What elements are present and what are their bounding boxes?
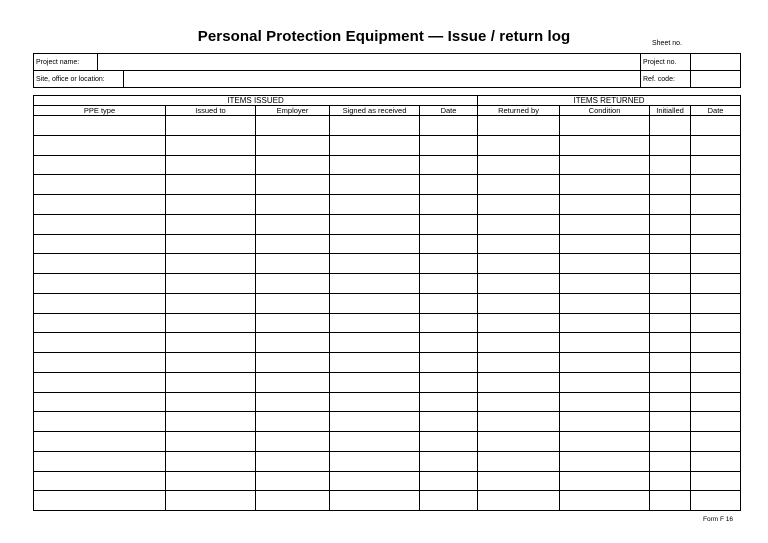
employer-cell[interactable]	[256, 392, 330, 412]
signed-cell[interactable]	[330, 392, 420, 412]
issue-date-cell[interactable]	[420, 491, 478, 511]
col-condition: Condition	[560, 106, 650, 116]
sheet-number-label: Sheet no.	[652, 40, 682, 47]
issued-to-cell[interactable]	[166, 254, 256, 274]
returned-by-cell[interactable]	[478, 175, 560, 195]
project-row	[34, 54, 741, 71]
issue-date-cell[interactable]	[420, 471, 478, 491]
issue-date-cell[interactable]	[420, 274, 478, 294]
issued-to-cell[interactable]	[166, 353, 256, 373]
log-body	[34, 116, 741, 511]
returned-by-cell[interactable]	[478, 491, 560, 511]
header-info-table	[33, 53, 741, 71]
issue-date-cell[interactable]	[420, 432, 478, 452]
log-row	[34, 353, 741, 373]
employer-cell[interactable]	[256, 491, 330, 511]
signed-cell[interactable]	[330, 214, 420, 234]
log-row	[34, 392, 741, 412]
issued-to-cell[interactable]	[166, 214, 256, 234]
returned-by-cell[interactable]	[478, 293, 560, 313]
issue-date-cell[interactable]	[420, 412, 478, 432]
employer-cell[interactable]	[256, 293, 330, 313]
group-header-row	[34, 96, 741, 106]
issue-date-cell[interactable]	[420, 195, 478, 215]
ppe-type-cell[interactable]	[34, 491, 166, 511]
initialled-cell[interactable]	[650, 392, 691, 412]
returned-by-cell[interactable]	[478, 471, 560, 491]
ppe-type-cell[interactable]	[34, 432, 166, 452]
employer-cell[interactable]	[256, 234, 330, 254]
form-code: Form F 16	[703, 516, 733, 523]
issue-date-cell[interactable]	[420, 392, 478, 412]
condition-cell[interactable]	[560, 274, 650, 294]
condition-cell[interactable]	[560, 254, 650, 274]
returned-by-cell[interactable]	[478, 234, 560, 254]
ppe-type-cell[interactable]	[34, 214, 166, 234]
ppe-log-table	[33, 95, 741, 511]
log-row	[34, 234, 741, 254]
employer-cell[interactable]	[256, 432, 330, 452]
log-row	[34, 451, 741, 471]
return-date-cell[interactable]	[691, 353, 741, 373]
condition-cell[interactable]	[560, 313, 650, 333]
col-initialled: Initialled	[650, 106, 691, 116]
returned-by-cell[interactable]	[478, 432, 560, 452]
signed-cell[interactable]	[330, 175, 420, 195]
condition-cell[interactable]	[560, 135, 650, 155]
employer-cell[interactable]	[256, 274, 330, 294]
condition-cell[interactable]	[560, 372, 650, 392]
issued-to-cell[interactable]	[166, 155, 256, 175]
column-header-row	[34, 106, 741, 116]
employer-cell[interactable]	[256, 313, 330, 333]
issue-date-cell[interactable]	[420, 116, 478, 136]
return-date-cell[interactable]	[691, 451, 741, 471]
signed-cell[interactable]	[330, 116, 420, 136]
ppe-type-cell[interactable]	[34, 254, 166, 274]
issue-date-cell[interactable]	[420, 451, 478, 471]
col-signed-received: Signed as received	[330, 106, 420, 116]
returned-by-cell[interactable]	[478, 274, 560, 294]
log-row	[34, 471, 741, 491]
col-returned-by: Returned by	[478, 106, 560, 116]
employer-cell[interactable]	[256, 214, 330, 234]
condition-cell[interactable]	[560, 175, 650, 195]
ppe-type-cell[interactable]	[34, 155, 166, 175]
initialled-cell[interactable]	[650, 234, 691, 254]
employer-cell[interactable]	[256, 155, 330, 175]
condition-cell[interactable]	[560, 195, 650, 215]
ppe-type-cell[interactable]	[34, 412, 166, 432]
issued-to-cell[interactable]	[166, 392, 256, 412]
condition-cell[interactable]	[560, 214, 650, 234]
ppe-type-cell[interactable]	[34, 353, 166, 373]
ppe-type-cell[interactable]	[34, 195, 166, 215]
signed-cell[interactable]	[330, 471, 420, 491]
issued-to-cell[interactable]	[166, 175, 256, 195]
condition-cell[interactable]	[560, 116, 650, 136]
signed-cell[interactable]	[330, 372, 420, 392]
condition-cell[interactable]	[560, 293, 650, 313]
issued-to-cell[interactable]	[166, 491, 256, 511]
signed-cell[interactable]	[330, 313, 420, 333]
items-issued-header: ITEMS ISSUED	[34, 96, 478, 106]
initialled-cell[interactable]	[650, 412, 691, 432]
initialled-cell[interactable]	[650, 451, 691, 471]
initialled-cell[interactable]	[650, 432, 691, 452]
form-title: Personal Protection Equipment — Issue / return log	[197, 28, 571, 45]
initialled-cell[interactable]	[650, 195, 691, 215]
signed-cell[interactable]	[330, 432, 420, 452]
ppe-type-cell[interactable]	[34, 274, 166, 294]
log-row	[34, 313, 741, 333]
returned-by-cell[interactable]	[478, 451, 560, 471]
condition-cell[interactable]	[560, 412, 650, 432]
issue-date-cell[interactable]	[420, 135, 478, 155]
log-row	[34, 155, 741, 175]
initialled-cell[interactable]	[650, 491, 691, 511]
issued-to-cell[interactable]	[166, 432, 256, 452]
return-date-cell[interactable]	[691, 175, 741, 195]
issued-to-cell[interactable]	[166, 116, 256, 136]
return-date-cell[interactable]	[691, 432, 741, 452]
ppe-type-cell[interactable]	[34, 392, 166, 412]
return-date-cell[interactable]	[691, 214, 741, 234]
issue-date-cell[interactable]	[420, 234, 478, 254]
employer-cell[interactable]	[256, 254, 330, 274]
employer-cell[interactable]	[256, 451, 330, 471]
returned-by-cell[interactable]	[478, 353, 560, 373]
initialled-cell[interactable]	[650, 333, 691, 353]
log-row	[34, 274, 741, 294]
issued-to-cell[interactable]	[166, 451, 256, 471]
col-issue-date: Date	[420, 106, 478, 116]
signed-cell[interactable]	[330, 293, 420, 313]
return-date-cell[interactable]	[691, 313, 741, 333]
log-row	[34, 254, 741, 274]
returned-by-cell[interactable]	[478, 116, 560, 136]
ppe-type-cell[interactable]	[34, 135, 166, 155]
issued-to-cell[interactable]	[166, 471, 256, 491]
issued-to-cell[interactable]	[166, 135, 256, 155]
project-name-field[interactable]	[98, 54, 641, 71]
signed-cell[interactable]	[330, 195, 420, 215]
return-date-cell[interactable]	[691, 135, 741, 155]
issue-date-cell[interactable]	[420, 293, 478, 313]
ref-code-field[interactable]	[691, 71, 741, 88]
condition-cell[interactable]	[560, 471, 650, 491]
ppe-type-cell[interactable]	[34, 451, 166, 471]
returned-by-cell[interactable]	[478, 135, 560, 155]
site-row	[34, 71, 741, 88]
condition-cell[interactable]	[560, 451, 650, 471]
returned-by-cell[interactable]	[478, 313, 560, 333]
issue-date-cell[interactable]	[420, 313, 478, 333]
project-no-field[interactable]	[691, 54, 741, 71]
issued-to-cell[interactable]	[166, 412, 256, 432]
items-returned-header: ITEMS RETURNED	[478, 96, 741, 106]
issued-to-cell[interactable]	[166, 333, 256, 353]
signed-cell[interactable]	[330, 491, 420, 511]
initialled-cell[interactable]	[650, 274, 691, 294]
log-row	[34, 195, 741, 215]
condition-cell[interactable]	[560, 392, 650, 412]
col-return-date: Date	[691, 106, 741, 116]
employer-cell[interactable]	[256, 195, 330, 215]
initialled-cell[interactable]	[650, 471, 691, 491]
returned-by-cell[interactable]	[478, 214, 560, 234]
issue-date-cell[interactable]	[420, 254, 478, 274]
employer-cell[interactable]	[256, 333, 330, 353]
condition-cell[interactable]	[560, 333, 650, 353]
log-row	[34, 293, 741, 313]
log-row	[34, 432, 741, 452]
issued-to-cell[interactable]	[166, 313, 256, 333]
signed-cell[interactable]	[330, 412, 420, 432]
employer-cell[interactable]	[256, 175, 330, 195]
col-issued-to: Issued to	[166, 106, 256, 116]
issued-to-cell[interactable]	[166, 274, 256, 294]
issue-date-cell[interactable]	[420, 214, 478, 234]
return-date-cell[interactable]	[691, 293, 741, 313]
ppe-type-cell[interactable]	[34, 333, 166, 353]
project-no-label: Project no.	[641, 54, 691, 71]
employer-cell[interactable]	[256, 372, 330, 392]
initialled-cell[interactable]	[650, 293, 691, 313]
initialled-cell[interactable]	[650, 135, 691, 155]
signed-cell[interactable]	[330, 234, 420, 254]
condition-cell[interactable]	[560, 491, 650, 511]
returned-by-cell[interactable]	[478, 372, 560, 392]
ppe-type-cell[interactable]	[34, 471, 166, 491]
employer-cell[interactable]	[256, 353, 330, 373]
condition-cell[interactable]	[560, 353, 650, 373]
col-employer: Employer	[256, 106, 330, 116]
site-field[interactable]	[124, 71, 641, 88]
log-row	[34, 372, 741, 392]
condition-cell[interactable]	[560, 234, 650, 254]
ppe-type-cell[interactable]	[34, 234, 166, 254]
employer-cell[interactable]	[256, 135, 330, 155]
ref-code-label: Ref. code:	[641, 71, 691, 88]
returned-by-cell[interactable]	[478, 392, 560, 412]
return-date-cell[interactable]	[691, 372, 741, 392]
return-date-cell[interactable]	[691, 471, 741, 491]
initialled-cell[interactable]	[650, 116, 691, 136]
returned-by-cell[interactable]	[478, 155, 560, 175]
signed-cell[interactable]	[330, 254, 420, 274]
condition-cell[interactable]	[560, 155, 650, 175]
returned-by-cell[interactable]	[478, 195, 560, 215]
return-date-cell[interactable]	[691, 333, 741, 353]
issue-date-cell[interactable]	[420, 333, 478, 353]
signed-cell[interactable]	[330, 274, 420, 294]
col-ppe-type: PPE type	[34, 106, 166, 116]
log-row	[34, 412, 741, 432]
site-label: Site, office or location:	[34, 71, 124, 88]
returned-by-cell[interactable]	[478, 333, 560, 353]
log-row	[34, 175, 741, 195]
employer-cell[interactable]	[256, 412, 330, 432]
employer-cell[interactable]	[256, 116, 330, 136]
return-date-cell[interactable]	[691, 195, 741, 215]
return-date-cell[interactable]	[691, 412, 741, 432]
initialled-cell[interactable]	[650, 372, 691, 392]
issued-to-cell[interactable]	[166, 234, 256, 254]
site-info-table	[33, 70, 741, 88]
issued-to-cell[interactable]	[166, 195, 256, 215]
log-row	[34, 214, 741, 234]
ppe-type-cell[interactable]	[34, 313, 166, 333]
return-date-cell[interactable]	[691, 234, 741, 254]
initialled-cell[interactable]	[650, 313, 691, 333]
ppe-type-cell[interactable]	[34, 175, 166, 195]
signed-cell[interactable]	[330, 353, 420, 373]
ppe-type-cell[interactable]	[34, 293, 166, 313]
signed-cell[interactable]	[330, 451, 420, 471]
returned-by-cell[interactable]	[478, 412, 560, 432]
log-row	[34, 333, 741, 353]
initialled-cell[interactable]	[650, 155, 691, 175]
initialled-cell[interactable]	[650, 175, 691, 195]
ppe-type-cell[interactable]	[34, 372, 166, 392]
log-row	[34, 116, 741, 136]
return-date-cell[interactable]	[691, 116, 741, 136]
return-date-cell[interactable]	[691, 392, 741, 412]
issued-to-cell[interactable]	[166, 372, 256, 392]
employer-cell[interactable]	[256, 471, 330, 491]
issued-to-cell[interactable]	[166, 293, 256, 313]
issue-date-cell[interactable]	[420, 372, 478, 392]
initialled-cell[interactable]	[650, 214, 691, 234]
return-date-cell[interactable]	[691, 274, 741, 294]
log-row	[34, 135, 741, 155]
issue-date-cell[interactable]	[420, 175, 478, 195]
signed-cell[interactable]	[330, 333, 420, 353]
issue-date-cell[interactable]	[420, 155, 478, 175]
signed-cell[interactable]	[330, 155, 420, 175]
initialled-cell[interactable]	[650, 254, 691, 274]
return-date-cell[interactable]	[691, 155, 741, 175]
initialled-cell[interactable]	[650, 353, 691, 373]
ppe-type-cell[interactable]	[34, 116, 166, 136]
condition-cell[interactable]	[560, 432, 650, 452]
returned-by-cell[interactable]	[478, 254, 560, 274]
return-date-cell[interactable]	[691, 491, 741, 511]
return-date-cell[interactable]	[691, 254, 741, 274]
project-name-label: Project name:	[34, 54, 98, 71]
issue-date-cell[interactable]	[420, 353, 478, 373]
signed-cell[interactable]	[330, 135, 420, 155]
log-row	[34, 491, 741, 511]
